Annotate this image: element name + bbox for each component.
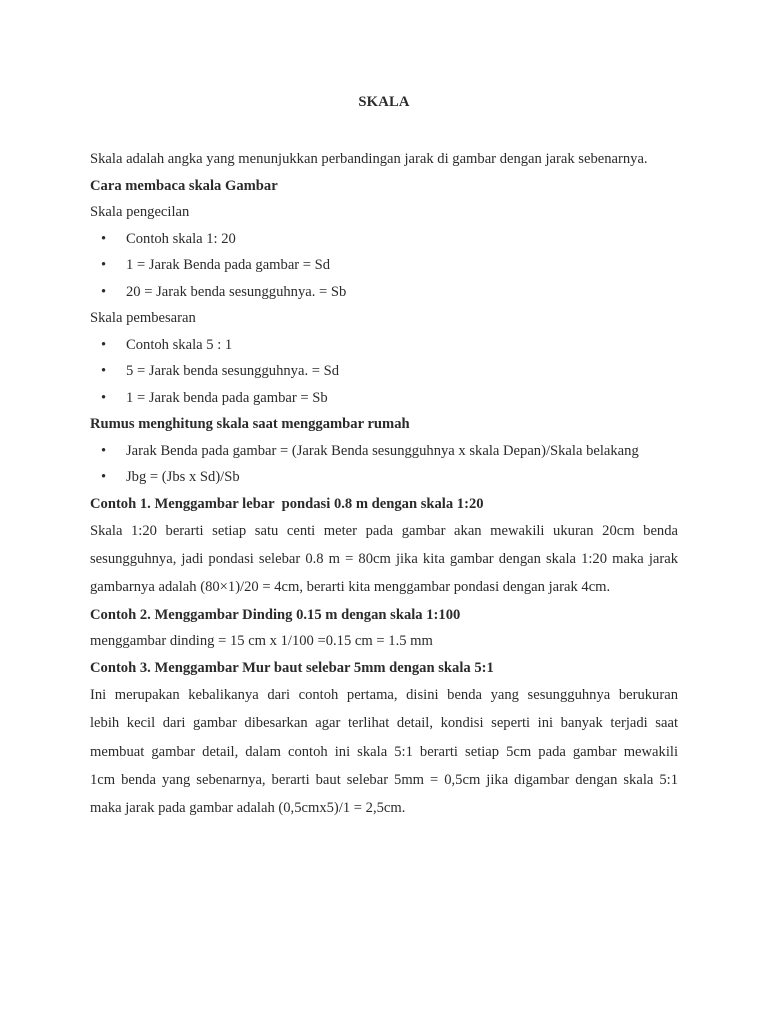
- document-body: [90, 146, 678, 822]
- paragraph-line: membuat gambar detail, dalam contoh ini skala 5:1 berarti setiap 5cm pada gambar mewakili: [90, 743, 678, 760]
- heading-contoh-3: Contoh 3. Menggambar Mur baut selebar 5mm dengan skala 5:1: [90, 659, 494, 676]
- list-item: [90, 226, 678, 253]
- list-item: [90, 464, 678, 491]
- list-rumus: [90, 438, 678, 491]
- list-item-text: 1 = Jarak Benda pada gambar = Sd: [126, 257, 331, 273]
- list-item-text: 20 = Jarak benda sesungguhnya. = Sb: [126, 283, 347, 300]
- heading-contoh-2: Contoh 2. Menggambar Dinding 0.15 m dengan skala 1:100: [90, 606, 461, 623]
- paragraph-line: lebih kecil dari gambar dibesarkan agar terlihat detail, kondisi seperti ini banyak terjadi saat: [90, 715, 678, 732]
- bullet-icon: •: [101, 257, 107, 273]
- list-item: [90, 358, 678, 385]
- list-pembesaran: [90, 332, 678, 412]
- page-title: SKALA: [358, 94, 410, 110]
- text-contoh-2: menggambar dinding = 15 cm x 1/100 =0.15 cm = 1.5 mm: [90, 633, 433, 650]
- paragraph-line: Skala 1:20 berarti setiap satu centi meter pada gambar akan mewakili ukuran 20cm benda: [90, 523, 678, 539]
- heading-contoh-1: Contoh 1. Menggambar lebar pondasi 0.8 m dengan skala 1:20: [90, 495, 484, 512]
- bullet-icon: •: [101, 442, 107, 459]
- list-item-text: Contoh skala 5 : 1: [126, 336, 233, 353]
- heading-cara-membaca: Cara membaca skala Gambar: [90, 177, 278, 194]
- list-item: [90, 332, 678, 359]
- list-item: [90, 252, 678, 279]
- list-item-text: 5 = Jarak benda sesungguhnya. = Sd: [126, 363, 340, 379]
- intro-paragraph: Skala adalah angka yang menunjukkan perbandingan jarak di gambar dengan jarak sebenarnya.: [90, 151, 648, 167]
- list-item-text: 1 = Jarak benda pada gambar = Sb: [126, 389, 328, 406]
- paragraph-line: gambarnya adalah (80×1)/20 = 4cm, berarti kita menggambar pondasi dengan jarak 4cm.: [90, 579, 611, 596]
- list-pengecilan: [90, 226, 678, 306]
- list-item-text: Contoh skala 1: 20: [126, 230, 236, 247]
- list-item: [90, 279, 678, 306]
- list-item-text: Jarak Benda pada gambar = (Jarak Benda sesungguhnya x skala Depan)/Skala belakang: [126, 442, 639, 459]
- list-item-text: Jbg = (Jbs x Sd)/Sb: [126, 469, 240, 485]
- bullet-icon: •: [101, 389, 107, 406]
- label-skala-pembesaran: Skala pembesaran: [90, 310, 196, 326]
- paragraph-line: 1cm benda yang sebenarnya, berarti baut selebar 5mm = 0,5cm jika digambar dengan skala 5:1: [90, 771, 678, 788]
- paragraph-line: Ini merupakan kebalikanya dari contoh pertama, disini benda yang sesungguhnya berukuran: [90, 687, 678, 704]
- heading-rumus: Rumus menghitung skala saat menggambar rumah: [90, 416, 410, 432]
- paragraph-line: maka jarak pada gambar adalah (0,5cmx5)/1 = 2,5cm.: [90, 799, 406, 816]
- label-skala-pengecilan: Skala pengecilan: [90, 204, 190, 220]
- bullet-icon: •: [101, 336, 107, 353]
- paragraph-contoh-3: [90, 681, 678, 822]
- bullet-icon: •: [101, 469, 107, 485]
- bullet-icon: •: [101, 230, 107, 247]
- list-item: [90, 438, 678, 465]
- paragraph-line: sesungguhnya, jadi pondasi selebar 0.8 m = 80cm jika kita gambar dengan skala 1:20 maka jarak: [90, 551, 678, 568]
- bullet-icon: •: [101, 283, 107, 300]
- paragraph-contoh-1: [90, 517, 678, 602]
- list-item: [90, 385, 678, 412]
- bullet-icon: •: [101, 363, 107, 379]
